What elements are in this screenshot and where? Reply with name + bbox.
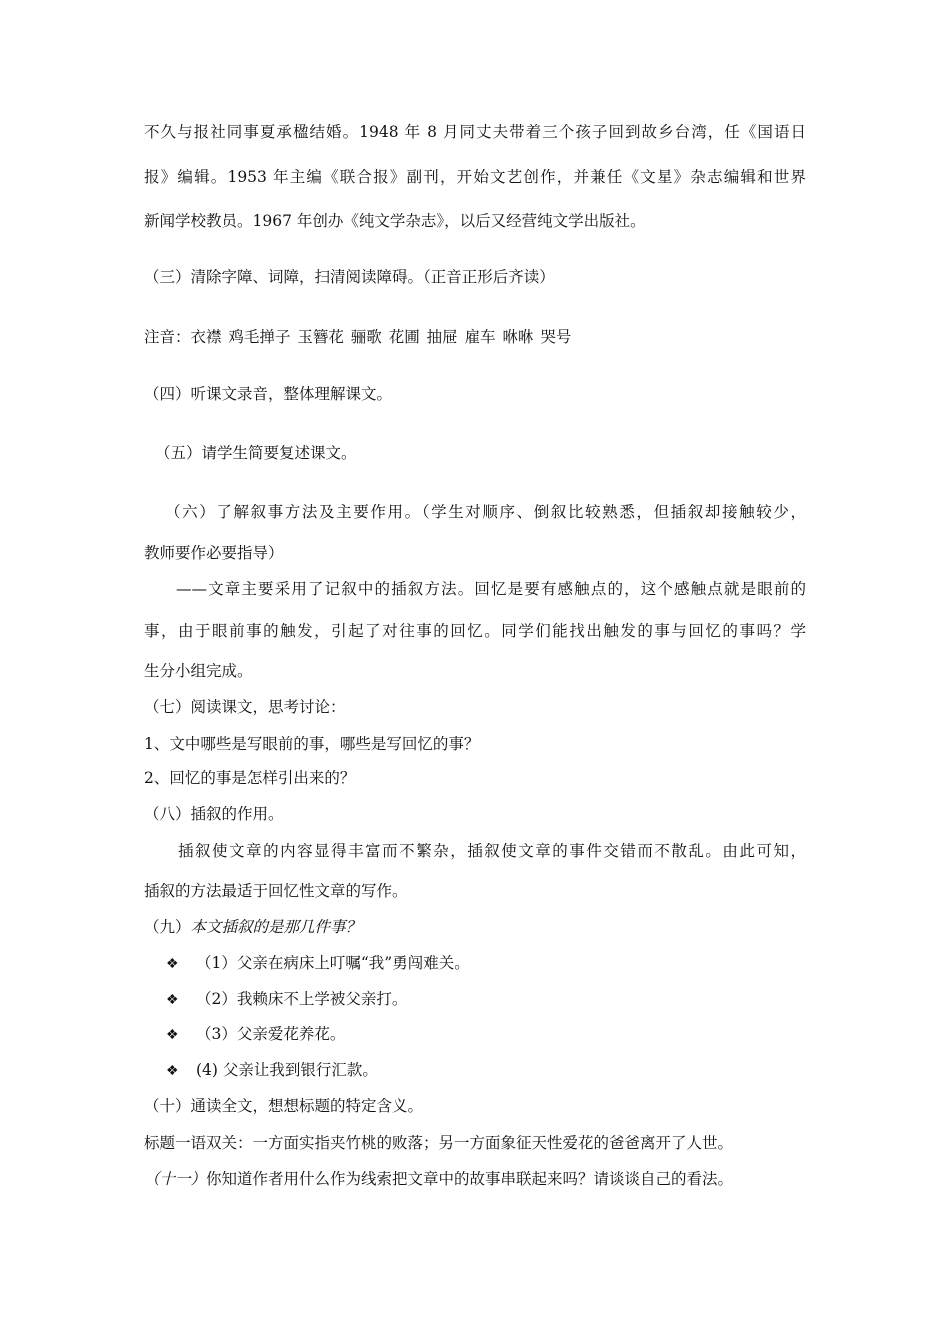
section-9-text: 本文插叙的是那几件事？ (190, 918, 362, 936)
section-4-heading: （四）听课文录音，整体理解课文。 (144, 385, 393, 403)
section-10-heading: （十）通读全文，想想标题的特定含义。 (144, 1097, 424, 1115)
event-item (166, 1024, 345, 1045)
event-item (166, 989, 407, 1010)
bullet-icon: ❖ (166, 956, 179, 972)
explain-line-3: 生分小组完成。 (144, 662, 253, 680)
event-item (166, 953, 470, 974)
explain-line-1: ——文章主要采用了记叙中的插叙方法。回忆是要有感触点的，这个感触点就是眼前的 (176, 580, 806, 598)
section-11-number: （十一） (144, 1170, 207, 1188)
event-text: （2）我赖床不上学被父亲打。 (196, 990, 408, 1008)
section-3-heading: （三）清除字障、词障，扫清阅读障碍。（正音正形后齐读） (144, 268, 555, 286)
bio-line-3: 新闻学校教员。1967 年创办《纯文学杂志》，以后又经营纯文学出版社。 (144, 212, 646, 230)
event-item (166, 1060, 378, 1081)
section-9-number: （九） (144, 918, 191, 936)
pinyin-note: 注音：衣襟 鸡毛掸子 玉簪花 骊歌 花圃 抽屉 雇车 咻咻 哭号 (144, 328, 572, 346)
bullet-icon: ❖ (166, 1063, 179, 1079)
section-11-text: 你知道作者用什么作为线索把文章中的故事串联起来吗？请谈谈自己的看法。 (206, 1170, 734, 1188)
explain-line-2: 事，由于眼前事的触发，引起了对往事的回忆。同学们能找出触发的事与回忆的事吗？学 (144, 622, 806, 640)
bullet-icon: ❖ (166, 992, 179, 1008)
event-text: （1）父亲在病床上叮嘱“我”勇闯难关。 (196, 954, 470, 972)
effect-line-2: 插叙的方法最适于回忆性文章的写作。 (144, 882, 408, 900)
section-5-heading: （五）请学生简要复述课文。 (155, 444, 357, 462)
bio-line-2: 报》编辑。1953 年主编《联合报》副刊，开始文艺创作，并兼任《文星》杂志编辑和世界 (144, 168, 806, 186)
event-text: （3）父亲爱花养花。 (196, 1025, 346, 1043)
title-meaning: 标题一语双关：一方面实指夹竹桃的败落；另一方面象征天性爱花的爸爸离开了人世。 (144, 1134, 734, 1152)
section-7-heading: （七）阅读课文，思考讨论： (144, 698, 346, 716)
effect-line-1: 插叙使文章的内容显得丰富而不繁杂，插叙使文章的事件交错而不散乱。由此可知， (178, 842, 806, 860)
bio-line-1: 不久与报社同事夏承楹结婚。1948 年 8 月同丈夫带着三个孩子回到故乡台湾，任《国语日 (144, 123, 806, 141)
section-9-heading (144, 917, 361, 937)
section-6-line-2: 教师要作必要指导） (144, 544, 284, 562)
section-11-heading (144, 1169, 733, 1189)
bullet-icon: ❖ (166, 1027, 179, 1043)
question-1: 1、文中哪些是写眼前的事，哪些是写回忆的事？ (144, 735, 480, 753)
section-8-heading: （八）插叙的作用。 (144, 805, 284, 823)
section-6-line-1: （六）了解叙事方法及主要作用。（学生对顺序、倒叙比较熟悉，但插叙却接触较少， (165, 503, 806, 521)
event-text: (4) 父亲让我到银行汇款。 (196, 1061, 378, 1079)
question-2: 2、回忆的事是怎样引出来的？ (144, 769, 356, 787)
